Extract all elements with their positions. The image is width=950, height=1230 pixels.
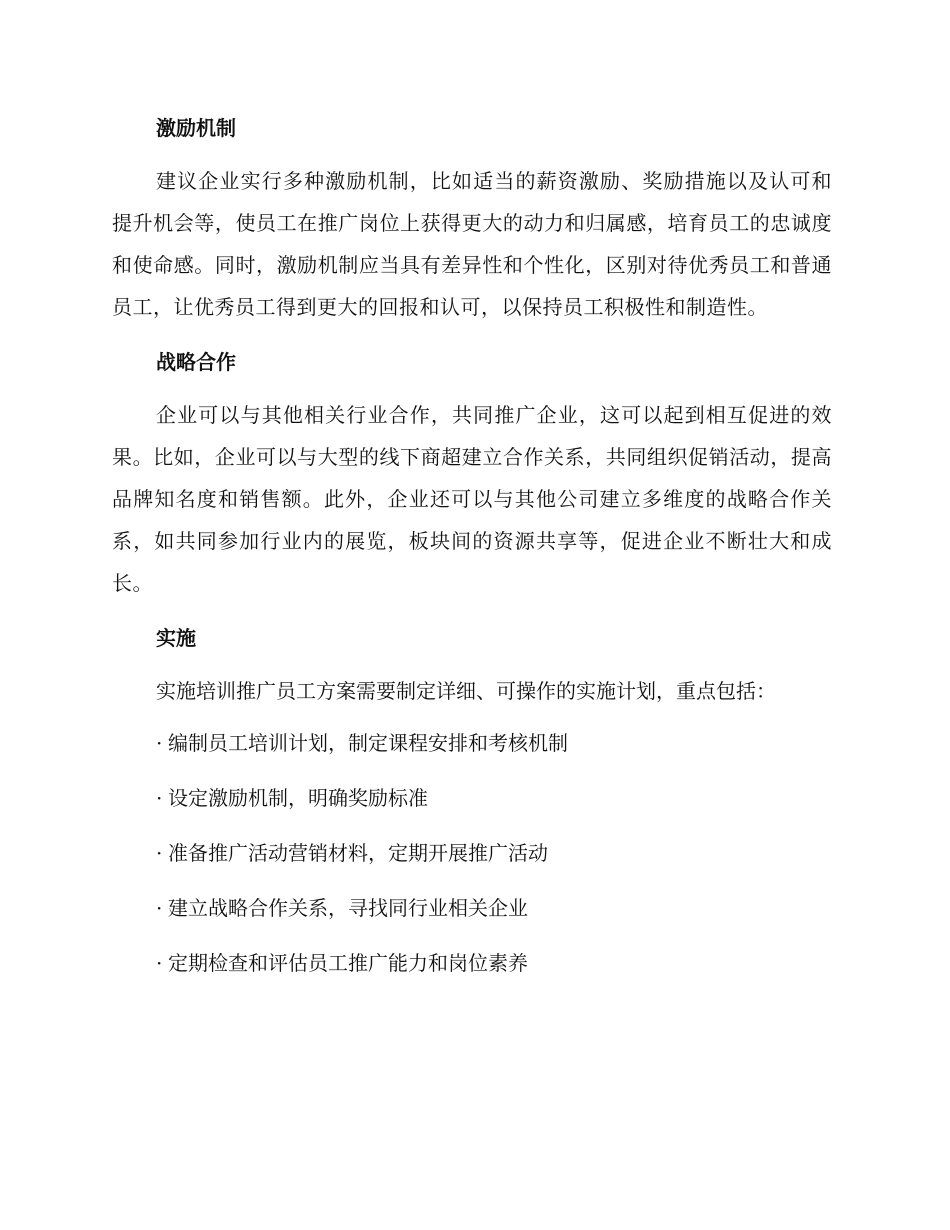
list-item	[156, 887, 832, 929]
section-heading-incentive: 激励机制	[156, 116, 236, 140]
list-item-text: 设定激励机制，明确奖励标准	[168, 786, 428, 810]
section-heading-implementation: 实施	[156, 626, 196, 650]
list-item	[156, 722, 832, 764]
bullet-dot: ·	[156, 896, 163, 920]
bullet-dot: ·	[156, 786, 163, 810]
bullet-dot: ·	[156, 951, 163, 975]
strategic-cooperation-paragraph: 企业可以与其他相关行业合作，共同推广企业，这可以起到相互促进的效果。比如，企业可以与大型的线下商超建立合作关系，共同组织促销活动，提高品牌知名度和销售额。此外，企业还可以与其他公司建立多维度的战略合作关系，如共同参加行业内的展览，板块间的资源共享等，促进企业不断壮大和成长。	[112, 403, 832, 595]
document-body	[112, 108, 832, 997]
list-item	[156, 832, 832, 874]
list-item	[156, 777, 832, 819]
list-item-text: 编制员工培训计划，制定课程安排和考核机制	[168, 731, 568, 755]
implementation-intro: 实施培训推广员工方案需要制定详细、可操作的实施计划，重点包括：	[156, 679, 776, 703]
incentive-paragraph: 建议企业实行多种激励机制，比如适当的薪资激励、奖励措施以及认可和提升机会等，使员工在推广岗位上获得更大的动力和归属感，培育员工的忠诚度和使命感。同时，激励机制应当具有差异性和个性化，区别对待优秀员工和普通员工，让优秀员工得到更大的回报和认可，以保持员工积极性和制造性。	[112, 169, 832, 319]
list-item-text: 定期检查和评估员工推广能力和岗位素养	[168, 951, 528, 975]
implementation-list	[112, 722, 832, 984]
bullet-dot: ·	[156, 841, 163, 865]
bullet-dot: ·	[156, 731, 163, 755]
list-item	[156, 942, 832, 984]
list-item-text: 准备推广活动营销材料，定期开展推广活动	[168, 841, 548, 865]
section-heading-strategic-cooperation: 战略合作	[156, 350, 236, 374]
list-item-text: 建立战略合作关系，寻找同行业相关企业	[168, 896, 528, 920]
